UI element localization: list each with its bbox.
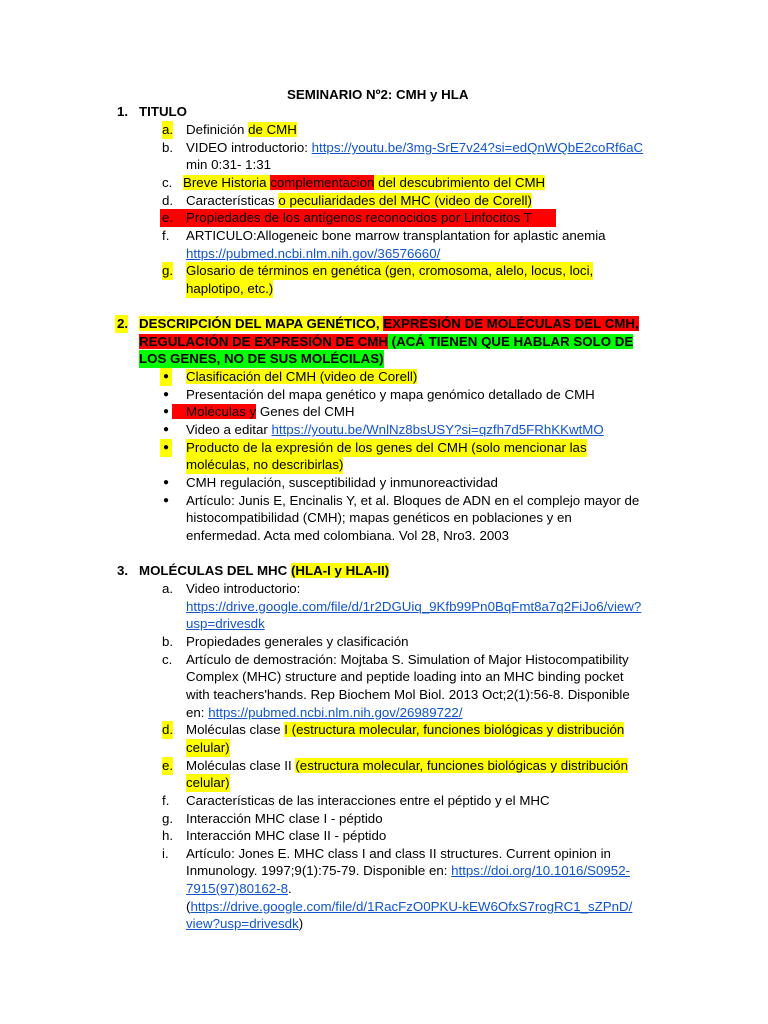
- highlight-text: (ACÁ TIENEN QUE HABLAR SOLO DE: [387, 334, 634, 349]
- section-2-heading-cont: [139, 333, 633, 351]
- section-3-number: 3.: [117, 563, 129, 578]
- drive-link-wrap: [186, 598, 641, 616]
- item-text: Artículo de demostración: Mojtaba S. Simulation of Major Histocompatibility: [186, 652, 629, 667]
- drive-link[interactable]: view?usp=drivesdk: [186, 916, 299, 931]
- highlight-text: de CMH: [248, 122, 297, 137]
- item-text: with teachers'hands. Rep Biochem Mol Biol. 2013 Oct;2(1):56-8. Disponible: [186, 687, 630, 702]
- item-text: Definición: [186, 122, 249, 137]
- item-text: histocompatibilidad (CMH); mapas genéticos en poblaciones y en: [186, 510, 572, 525]
- item-text: Genes del CMH: [256, 404, 355, 419]
- highlight-text: complementacion: [270, 175, 375, 190]
- pubmed-link[interactable]: https://pubmed.ncbi.nlm.nih.gov/36576660/: [186, 246, 441, 261]
- highlight-text: (estructura molecular, funciones biológicas y distribución: [295, 758, 628, 773]
- item-text: Moléculas clase: [186, 722, 285, 737]
- list-item: [186, 757, 628, 775]
- list-item: [183, 174, 545, 192]
- item-marker: f.: [162, 228, 170, 243]
- highlight-text: EXPRESIÓN DE MOLÉCULAS DEL CMH,: [383, 316, 639, 331]
- item-marker: h.: [162, 828, 174, 843]
- item-text: celular): [186, 740, 230, 755]
- list-item: [186, 721, 624, 739]
- item-marker: a.: [162, 122, 174, 137]
- item-text: enfermedad. Acta med colombiana. Vol 28, Nro3. 2003: [186, 528, 510, 543]
- highlight-text: (video de Corell): [319, 369, 418, 384]
- list-item: [186, 121, 297, 139]
- list-item: [186, 898, 632, 916]
- item-text: Video a editar: [186, 422, 272, 437]
- video-link[interactable]: https://youtu.be/3mg-SrE7v24?si=edQnWQbE2coRf6aC: [311, 140, 644, 155]
- highlight-text: o peculiaridades del MHC (video de Corell): [278, 193, 532, 208]
- list-item: [186, 915, 303, 933]
- item-marker: d.: [162, 722, 174, 737]
- highlight-text: Clasificación del CMH: [186, 369, 320, 384]
- item-text: moléculas, no describirlas): [186, 457, 344, 472]
- item-text: ARTICULO:Allogeneic bone marrow transplantation for aplastic anemia: [186, 228, 606, 243]
- list-item: [160, 209, 556, 227]
- item-marker: c.: [162, 175, 173, 190]
- list-item: CMH regulación, susceptibilidad y inmunoreactividad: [186, 475, 498, 490]
- item-marker: e.: [162, 758, 174, 773]
- item-text: Moléculas clase II: [186, 758, 296, 773]
- item-text: Artículo: Jones E. MHC class I and class II structures. Current opinion in: [186, 846, 611, 861]
- item-text: haplotipo, etc.): [186, 281, 274, 296]
- list-item: [172, 403, 355, 421]
- list-item: Presentación del mapa genético y mapa genómico detallado de CMH: [186, 387, 595, 402]
- item-text: Interacción MHC clase II - péptido: [186, 828, 387, 843]
- drive-link[interactable]: https://drive.google.com/file/d/1RacFzO0PKU-kEW6OfxS7rogRC1_sZPnD/: [190, 899, 633, 914]
- highlight-text: Moléculas y: [172, 404, 256, 419]
- item-marker: g.: [162, 811, 174, 826]
- list-item: [186, 880, 292, 898]
- page-title: SEMINARIO Nº2: CMH y HLA: [287, 87, 469, 102]
- highlight-text: DESCRIPCIÓN DEL MAPA GENÉTICO,: [139, 316, 384, 331]
- doi-link[interactable]: 7915(97)80162-8: [186, 881, 289, 896]
- item-marker: d.: [162, 193, 174, 208]
- drive-link[interactable]: https://drive.google.com/file/d/1r2DGUiq_9Kfb99Pn0BqFmt8a7q2FiJo6/view?: [186, 599, 642, 614]
- article-link-wrap: [186, 245, 440, 263]
- item-text: Propiedades generales y clasificación: [186, 634, 409, 649]
- list-item: [186, 139, 643, 157]
- highlight-text: REGULACIÓN DE EXPRESIÓN DE CMH: [139, 334, 388, 349]
- section-1-heading: TITULO: [139, 104, 188, 119]
- highlight-text: I (estructura molecular, funciones biológicas y distribución: [284, 722, 625, 737]
- item-text: Glosario de términos en genética (gen, cromosoma, alelo, locus, loci,: [186, 263, 594, 278]
- drive-link[interactable]: usp=drivesdk: [186, 616, 265, 631]
- bullet-icon: ●: [163, 406, 170, 417]
- item-text: en:: [186, 705, 209, 720]
- list-item: [186, 704, 462, 722]
- item-text: Propiedades de los antígenos reconocidos por Linfocitos T: [186, 210, 532, 225]
- list-item: [186, 862, 630, 880]
- item-text: Producto de la expresión de los genes del CMH (solo mencionar las: [186, 440, 587, 455]
- highlight-text: del descubrimiento del CMH: [374, 175, 546, 190]
- list-item: [186, 192, 532, 210]
- bullet-icon: ●: [160, 368, 172, 386]
- list-item: [186, 421, 604, 439]
- item-marker: a.: [162, 581, 174, 596]
- bullet-icon: ●: [163, 495, 170, 506]
- bullet-icon: ●: [163, 424, 170, 435]
- item-text: Artículo: Junis E, Encinalis Y, et al. Bloques de ADN en el complejo mayor de: [186, 493, 640, 508]
- item-text: min 0:31- 1:31: [186, 157, 272, 172]
- item-marker: b.: [162, 634, 174, 649]
- item-marker: e.: [162, 210, 174, 225]
- item-text: celular): [186, 775, 230, 790]
- item-text: Video introductorio:: [186, 581, 301, 596]
- item-text: Complex (MHC) structure and peptide loading into an MHC binding pocket: [186, 669, 624, 684]
- highlight-text: Breve Historia: [183, 175, 271, 190]
- item-text: Inmunology. 1997;9(1):75-79. Disponible en:: [186, 863, 452, 878]
- section-2-number: 2.: [117, 316, 129, 331]
- item-text: VIDEO introductorio:: [186, 140, 312, 155]
- item-marker: f.: [162, 793, 170, 808]
- item-text: ): [298, 916, 304, 931]
- bullet-icon: ●: [163, 389, 170, 400]
- item-marker: c.: [162, 652, 173, 667]
- item-marker: b.: [162, 140, 174, 155]
- item-text: Características de las interacciones entre el péptido y el MHC: [186, 793, 550, 808]
- drive-link-wrap: [186, 615, 265, 633]
- item-text: .: [288, 881, 292, 896]
- bullet-icon: ●: [160, 439, 172, 457]
- item-marker: i.: [162, 846, 169, 861]
- section-1-number: 1.: [117, 104, 129, 119]
- doi-link[interactable]: https://doi.org/10.1016/S0952-: [451, 863, 631, 878]
- heading-text: MOLÉCULAS DEL MHC: [139, 563, 291, 578]
- pubmed-link[interactable]: https://pubmed.ncbi.nlm.nih.gov/26989722/: [208, 705, 463, 720]
- item-text: Interacción MHC clase I - péptido: [186, 811, 383, 826]
- item-text: (: [186, 899, 191, 914]
- video-link[interactable]: https://youtu.be/WnlNz8bsUSY?si=qzfh7d5FRhKKwtMO: [271, 422, 604, 437]
- highlight-text: (HLA-I y HLA-II): [290, 563, 390, 578]
- list-item: [186, 368, 417, 386]
- section-2-heading: [139, 315, 639, 333]
- section-2-heading-cont: LOS GENES, NO DE SUS MOLÉCILAS): [139, 351, 384, 366]
- item-text: Características: [186, 193, 279, 208]
- section-3-heading: [139, 562, 389, 580]
- bullet-icon: ●: [163, 477, 170, 488]
- item-marker: g.: [162, 263, 174, 278]
